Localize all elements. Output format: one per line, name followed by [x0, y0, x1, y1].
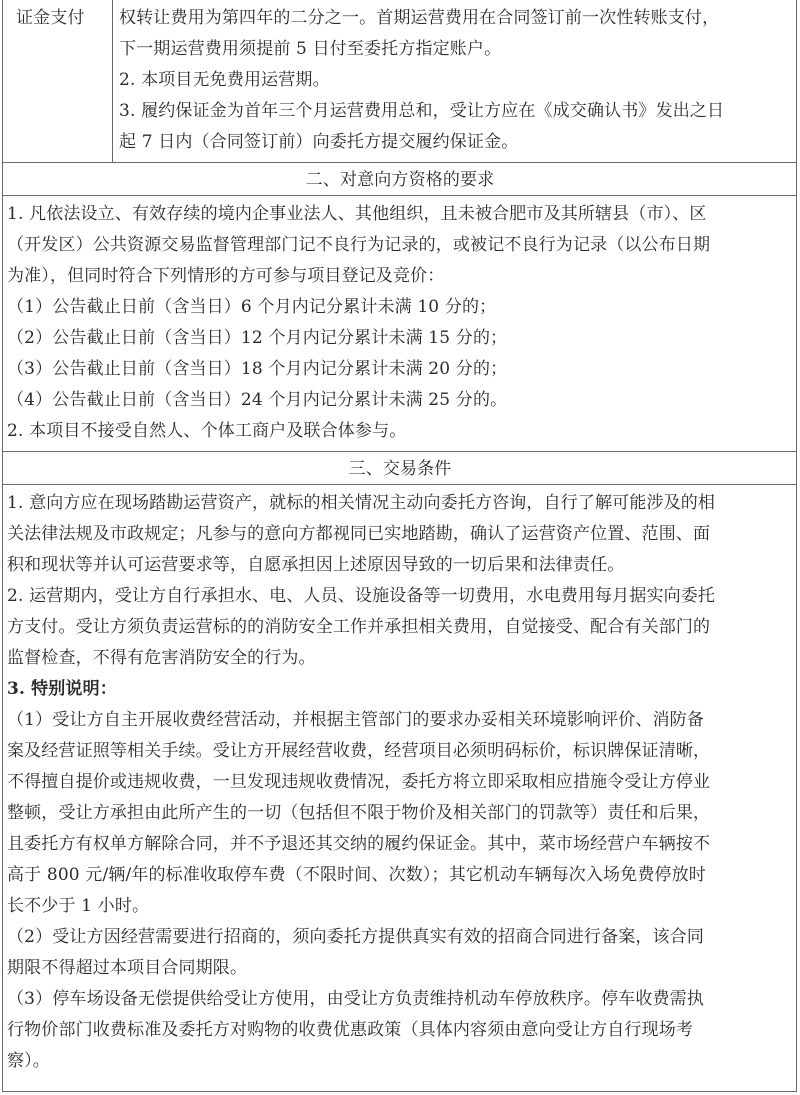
text-line: 整顿，受让方承担由此所产生的一切（包括但不限于物价及相关部门的罚款等）责任和后果，	[7, 803, 711, 823]
text-line: 2. 本项目无免费用运营期。	[119, 70, 330, 90]
text-line: 3. 履约保证金为首年三个月运营费用总和，受让方应在《成交确认书》发出之日	[119, 101, 725, 121]
special-note-heading: 3. 特别说明：	[7, 679, 117, 699]
text-line: （开发区）公共资源交易监督管理部门记不良行为记录的，或被记不良行为记录（以公布日期	[7, 235, 711, 255]
section-heading: 三、交易条件	[348, 459, 452, 479]
text-line: 下一期运营费用须提前 5 日付至委托方指定账户。	[119, 39, 502, 59]
text-line: 且委托方有权单方解除合同，并不予退还其交纳的履约保证金。其中，菜市场经营户车辆按不	[7, 834, 711, 854]
text-line: （3）公告截止日前（含当日）18 个月内记分累计未满 20 分的；	[7, 359, 508, 379]
text-line: 起 7 日内（合同签订前）向委托方提交履约保证金。	[119, 132, 519, 152]
row-label: 证金支付	[16, 8, 85, 28]
text-line: 2. 本项目不接受自然人、个体工商户及联合体参与。	[7, 421, 407, 441]
text-line: 为准），但同时符合下列情形的方可参与项目登记及竞价：	[7, 266, 445, 286]
text-line: （3）停车场设备无偿提供给受让方使用，由受让方负责维持机动车停放秩序。停车收费需执	[7, 989, 704, 1009]
section-heading: 二、对意向方资格的要求	[305, 170, 495, 190]
text-line: （1）公告截止日前（含当日）6 个月内记分累计未满 10 分的；	[7, 297, 497, 317]
row-separator	[3, 195, 796, 196]
row-separator	[3, 162, 796, 163]
text-line: （2）受让方因经营需要进行招商的，须向委托方提供真实有效的招商合同进行备案，该合同	[7, 927, 704, 947]
text-line: （4）公告截止日前（含当日）24 个月内记分累计未满 25 分的。	[7, 390, 508, 410]
text-line: 察）。	[7, 1051, 50, 1071]
text-line: 案及经营证照等相关手续。受让方开展经营收费，经营项目必须明码标价，标识牌保证清晰，	[7, 741, 711, 761]
text-line: 期限不得超过本项目合同期限。	[7, 958, 248, 978]
row-separator	[3, 484, 796, 485]
text-line: 2. 运营期内，受让方自行承担水、电、人员、设施设备等一切费用，水电费用每月据实向委托	[7, 586, 716, 606]
text-line: 方支付。受让方须负责运营标的的消防安全工作并承担相关费用，自觉接受、配合有关部门的	[7, 617, 711, 637]
text-line: 长不少于 1 小时。	[7, 896, 150, 916]
text-line: 1. 意向方应在现场踏勘运营资产，就标的相关情况主动向委托方咨询，自行了解可能涉及的相	[7, 493, 716, 513]
text-line: 权转让费用为第四年的二分之一。首期运营费用在合同签订前一次性转账支付，	[119, 8, 720, 28]
text-line: 高于 800 元/辆/年的标准收取停车费（不限时间、次数）；其它机动车辆每次入场免费停放时	[7, 865, 706, 885]
text-line: 行物价部门收费标准及委托方对购物的收费优惠政策（具体内容须由意向受让方自行现场考	[7, 1020, 693, 1040]
text-line: 1. 凡依法设立、有效存续的境内企事业法人、其他组织，且未被合肥市及其所辖县（市）、区	[7, 204, 707, 224]
column-divider	[112, 0, 113, 163]
text-line: （2）公告截止日前（含当日）12 个月内记分累计未满 15 分的；	[7, 328, 508, 348]
row-separator	[3, 451, 796, 452]
text-line: 不得擅自提价或违规收费，一旦发现违规收费情况，委托方将立即采取相应措施令受让方停业	[7, 772, 711, 792]
text-line: 积和现状等并认可运营要求等，自愿承担因上述原因导致的一切后果和法律责任。	[7, 555, 625, 575]
text-line: （1）受让方自主开展收费经营活动，并根据主管部门的要求办妥相关环境影响评价、消防备	[7, 710, 704, 730]
text-line: 关法律法规及市政规定；凡参与的意向方都视同已实地踏勘，确认了运营资产位置、范围、面	[7, 524, 711, 544]
text-line: 监督检查，不得有危害消防安全的行为。	[7, 648, 316, 668]
